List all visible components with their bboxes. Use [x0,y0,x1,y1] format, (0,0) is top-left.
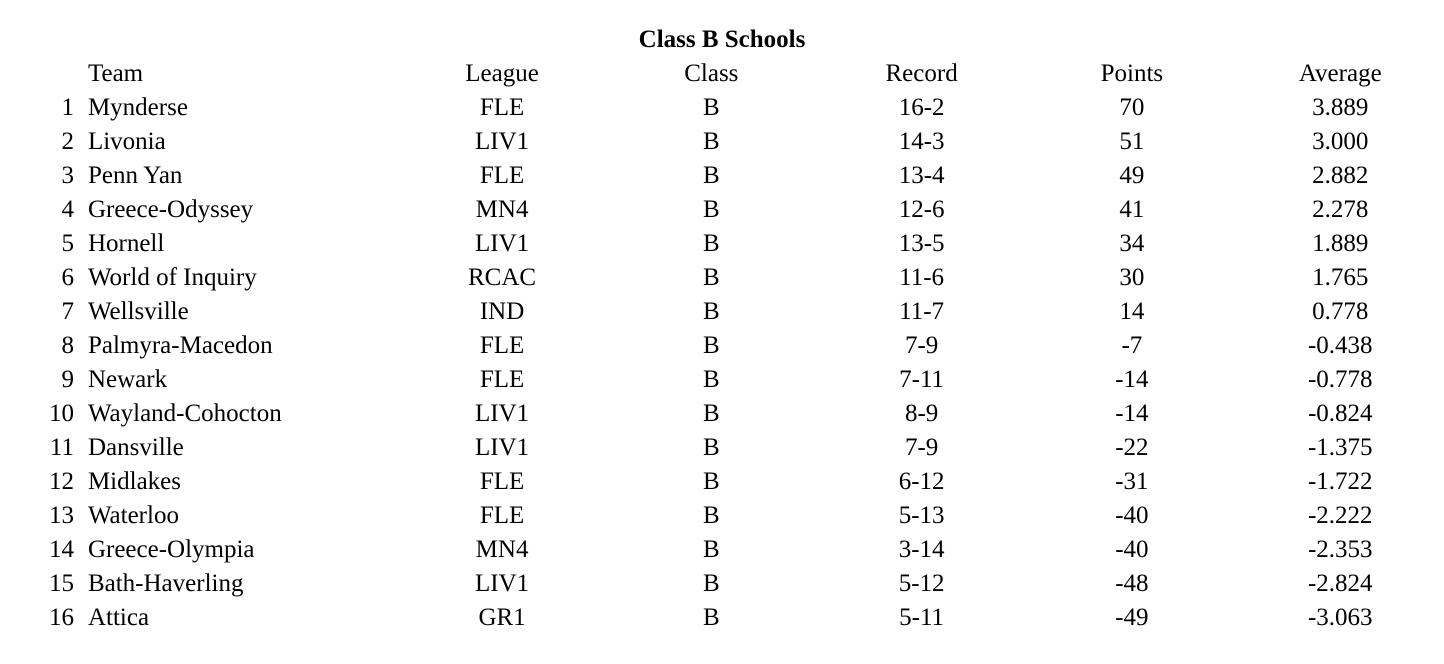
league-cell: GR1 [478,604,526,631]
points-cell: -49 [1115,604,1149,631]
standings-table [40,57,1444,635]
record-cell: 5-12 [898,570,945,597]
average-cell: 2.882 [1312,162,1369,189]
points-cell: 30 [1119,264,1145,291]
league-cell: FLE [479,468,525,495]
table-row [40,193,1444,227]
average-cell: 1.889 [1312,230,1369,257]
class-cell: B [702,128,720,155]
class-cell: B [702,502,720,529]
average-cell: 0.778 [1312,298,1369,325]
table-row [40,227,1444,261]
class-cell: B [702,536,720,563]
points-cell: -22 [1115,434,1149,461]
team-cell: Attica [87,604,150,631]
class-cell: B [702,366,720,393]
league-cell: FLE [479,502,525,529]
rank-cell: 1 [61,94,74,121]
table-row [40,465,1444,499]
table-row [40,363,1444,397]
class-column-header: Class [684,60,739,87]
class-cell: B [702,434,720,461]
league-cell: LIV1 [474,128,530,155]
record-cell: 5-13 [898,502,945,529]
header-row [40,57,1444,91]
record-cell: 12-6 [898,196,945,223]
league-cell: FLE [479,162,525,189]
record-cell: 7-9 [904,434,939,461]
class-cell: B [702,570,720,597]
record-cell: 13-4 [898,162,945,189]
record-cell: 14-3 [898,128,945,155]
record-cell: 11-7 [899,298,945,325]
average-cell: -2.353 [1307,536,1373,563]
rank-column-header [40,57,88,91]
league-cell: IND [479,298,525,325]
team-cell: Waterloo [87,502,179,529]
league-cell: FLE [479,94,525,121]
table-body [40,91,1444,635]
points-cell: -48 [1115,570,1149,597]
table-row [40,261,1444,295]
table-row [40,499,1444,533]
average-cell: -0.824 [1307,400,1373,427]
rank-cell: 13 [48,502,74,529]
rank-cell: 5 [61,230,74,257]
class-cell: B [702,94,720,121]
table-row [40,125,1444,159]
team-cell: Greece-Olympia [87,536,255,563]
league-cell: LIV1 [474,230,530,257]
average-cell: 1.765 [1312,264,1369,291]
rank-cell: 15 [48,570,74,597]
record-cell: 8-9 [904,400,939,427]
table-row [40,601,1444,635]
average-column-header: Average [1298,60,1382,87]
rank-cell: 11 [49,434,74,461]
record-cell: 13-5 [898,230,945,257]
record-cell: 11-6 [899,264,945,291]
record-column-header: Record [885,60,958,87]
table-row [40,533,1444,567]
team-cell: Wellsville [87,298,189,325]
average-cell: -2.222 [1307,502,1373,529]
record-cell: 5-11 [899,604,945,631]
team-cell: World of Inquiry [87,264,257,291]
rank-cell: 8 [61,332,74,359]
class-cell: B [702,604,720,631]
rank-cell: 16 [48,604,74,631]
table-row [40,431,1444,465]
league-cell: FLE [479,332,525,359]
rank-cell: 10 [48,400,74,427]
league-cell: LIV1 [474,570,530,597]
points-cell: -31 [1115,468,1149,495]
rank-cell: 4 [61,196,74,223]
team-cell: Dansville [87,434,184,461]
points-column-header: Points [1100,60,1164,87]
league-cell: FLE [479,366,525,393]
team-cell: Livonia [87,128,166,155]
table-row [40,159,1444,193]
team-cell: Bath-Haverling [87,570,244,597]
points-cell: 14 [1119,298,1145,325]
rank-cell: 14 [48,536,74,563]
points-cell: -14 [1115,366,1149,393]
team-cell: Wayland-Cohocton [87,400,282,427]
table-row [40,295,1444,329]
table-row [40,91,1444,125]
league-cell: MN4 [475,196,529,223]
team-cell: Palmyra-Macedon [87,332,273,359]
average-cell: -1.375 [1307,434,1373,461]
points-cell: 34 [1119,230,1145,257]
record-cell: 7-9 [904,332,939,359]
average-cell: 3.000 [1312,128,1369,155]
points-cell: -7 [1121,332,1143,359]
points-cell: 70 [1119,94,1145,121]
points-cell: -40 [1115,502,1149,529]
class-cell: B [702,332,720,359]
rank-cell: 9 [61,366,74,393]
average-cell: -3.063 [1307,604,1373,631]
points-cell: -14 [1115,400,1149,427]
points-cell: 51 [1119,128,1145,155]
class-cell: B [702,230,720,257]
league-cell: RCAC [468,264,537,291]
average-cell: 2.278 [1312,196,1369,223]
team-cell: Newark [87,366,168,393]
table-row [40,329,1444,363]
record-cell: 3-14 [898,536,945,563]
class-cell: B [702,196,720,223]
team-column-header: Team [87,60,144,87]
record-cell: 7-11 [899,366,945,393]
rank-cell: 3 [61,162,74,189]
class-cell: B [702,264,720,291]
points-cell: 41 [1119,196,1145,223]
team-cell: Penn Yan [87,162,183,189]
rank-cell: 12 [48,468,74,495]
class-cell: B [702,162,720,189]
rank-cell: 7 [61,298,74,325]
average-cell: -2.824 [1307,570,1373,597]
team-cell: Midlakes [87,468,181,495]
class-cell: B [702,298,720,325]
points-cell: 49 [1119,162,1145,189]
average-cell: -0.778 [1307,366,1373,393]
class-cell: B [702,400,720,427]
table-row [40,397,1444,431]
league-cell: MN4 [475,536,529,563]
team-cell: Mynderse [87,94,188,121]
average-cell: -1.722 [1307,468,1373,495]
class-cell: B [702,468,720,495]
team-cell: Greece-Odyssey [87,196,254,223]
league-cell: LIV1 [474,434,530,461]
table-title: Class B Schools [638,26,806,53]
record-cell: 16-2 [898,94,945,121]
average-cell: 3.889 [1312,94,1369,121]
record-cell: 6-12 [898,468,945,495]
league-column-header: League [465,60,539,87]
league-cell: LIV1 [474,400,530,427]
table-row [40,567,1444,601]
team-cell: Hornell [87,230,165,257]
rank-cell: 6 [61,264,74,291]
rank-cell: 2 [61,128,74,155]
average-cell: -0.438 [1307,332,1373,359]
points-cell: -40 [1115,536,1149,563]
